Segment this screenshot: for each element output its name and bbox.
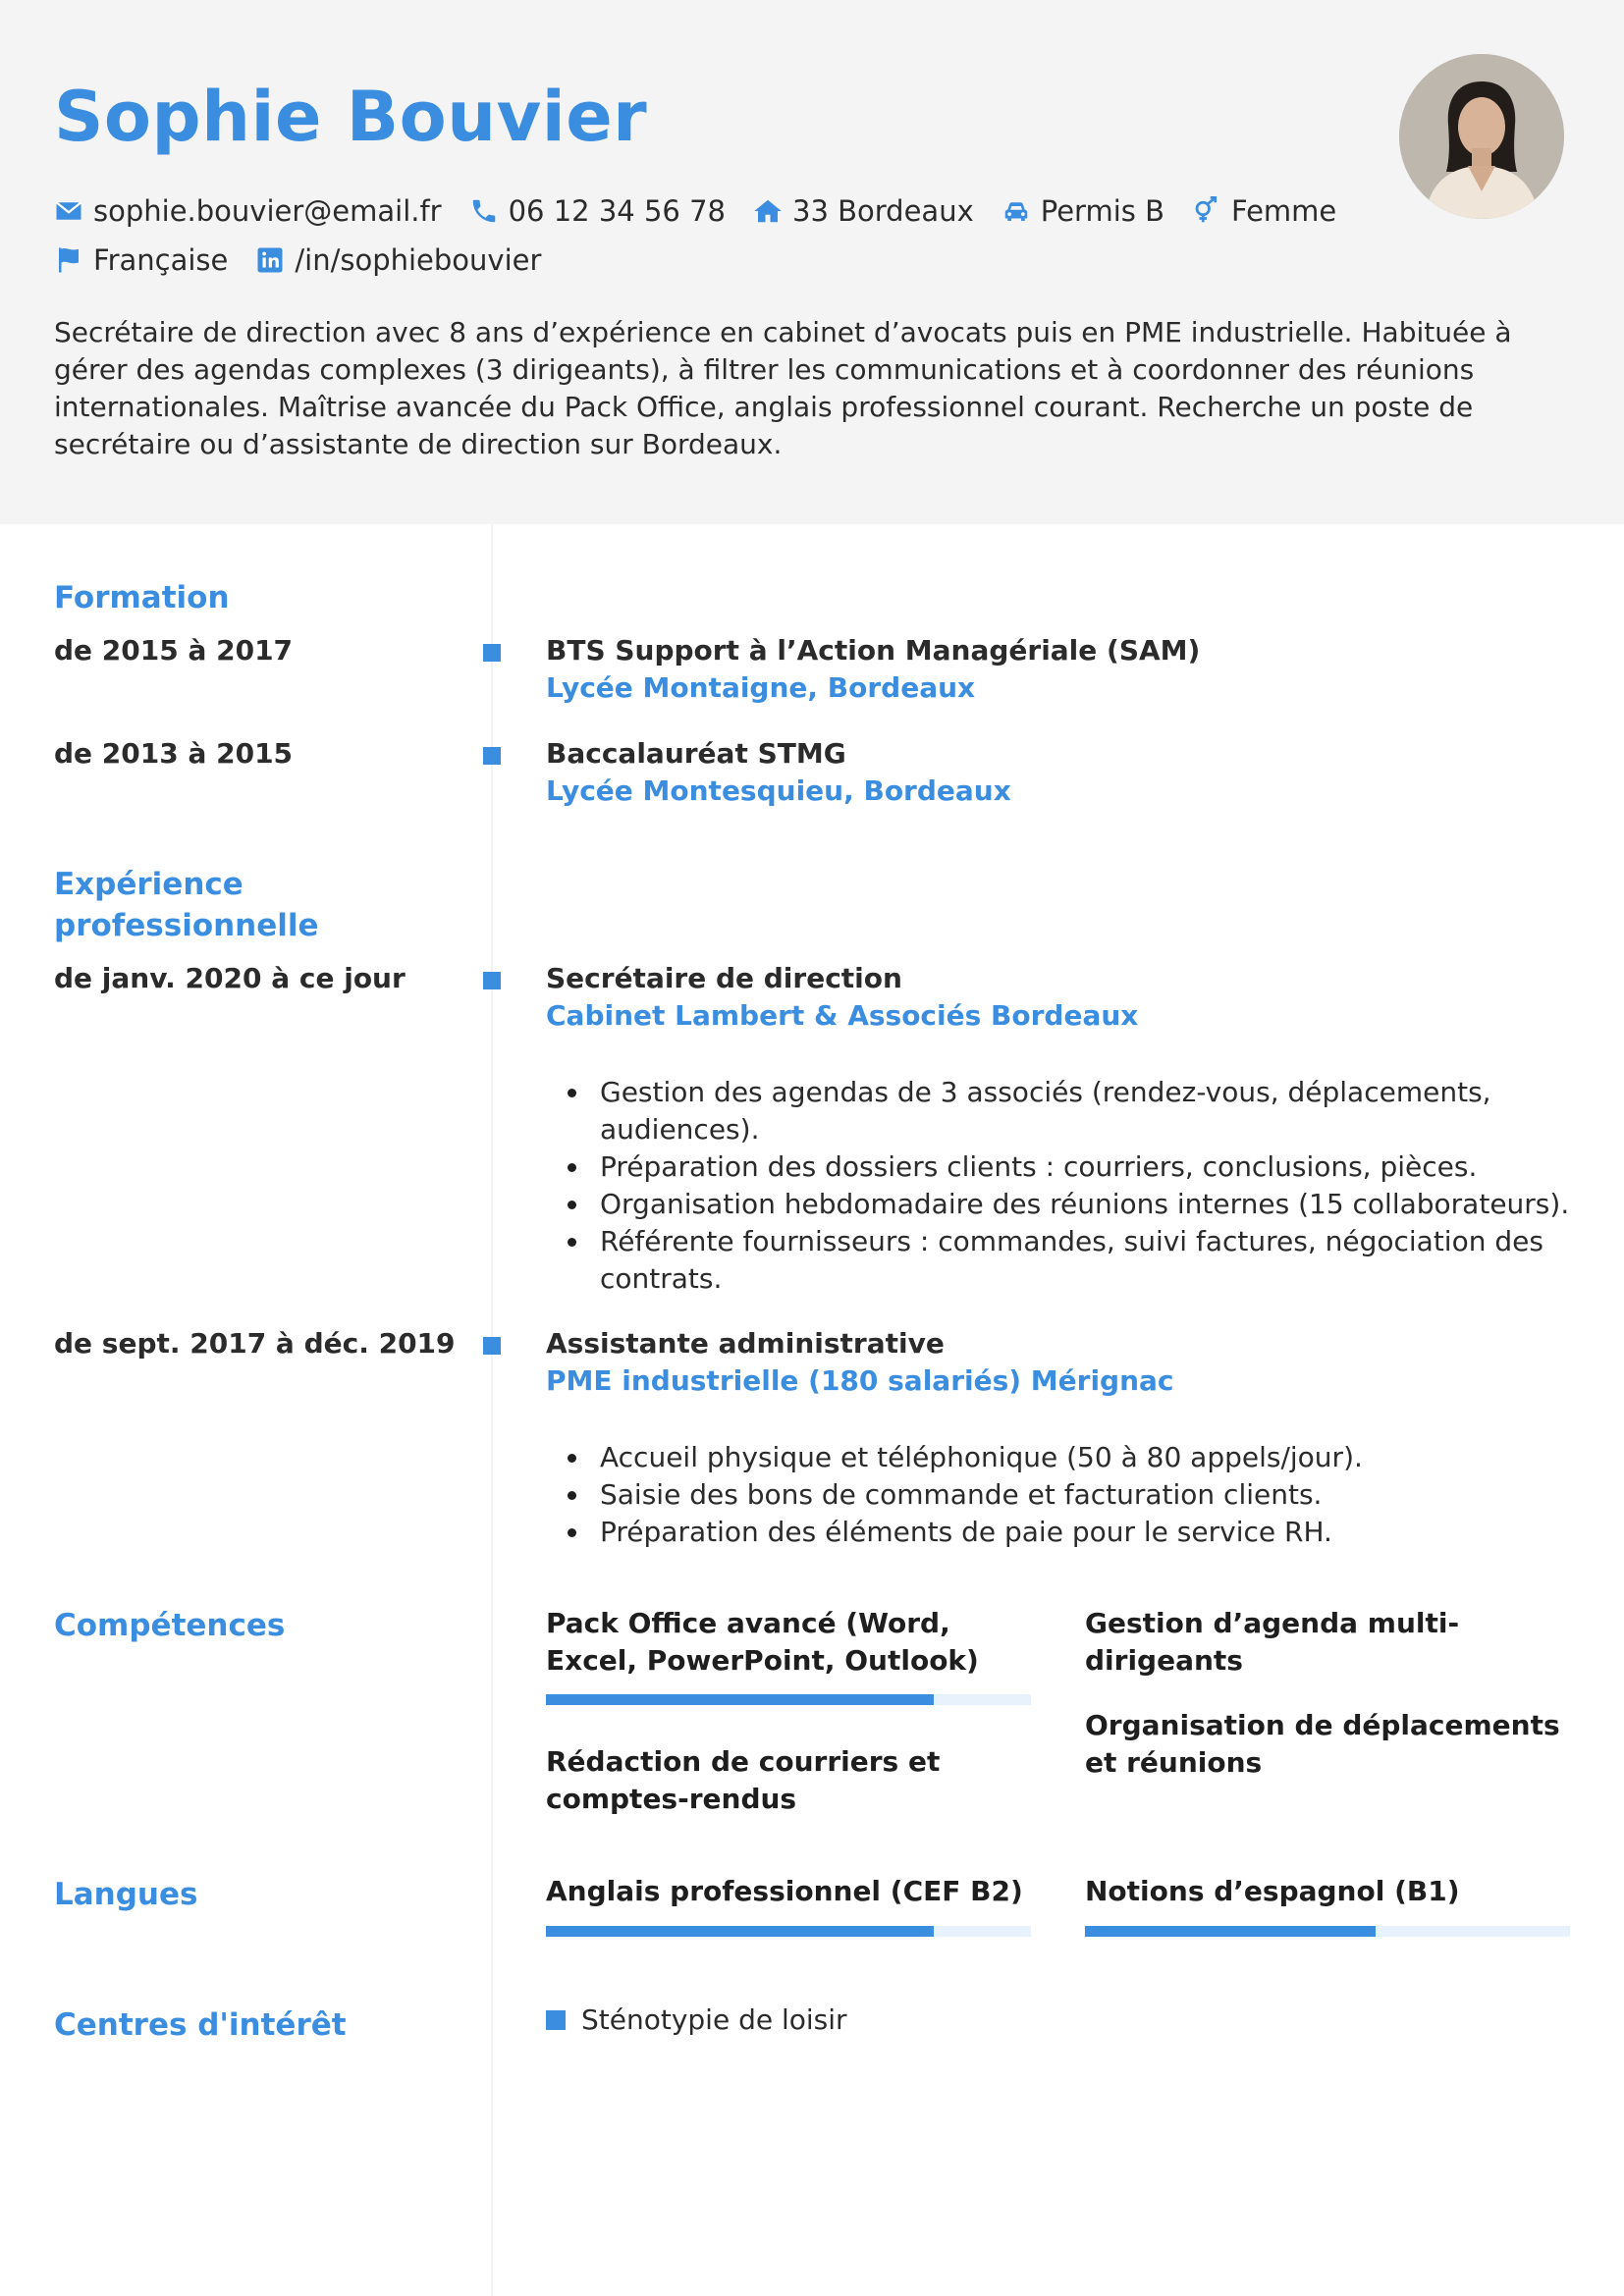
gender-contact	[1192, 194, 1336, 228]
list-item: Préparation des dossiers clients : courriers, conclusions, pièces.	[546, 1148, 1577, 1186]
profile-photo	[1399, 54, 1564, 219]
envelope-icon	[54, 196, 83, 226]
formation-entry	[546, 632, 1577, 707]
section-title-languages: Langues	[54, 1877, 198, 1912]
skill-level-fill	[546, 1694, 934, 1705]
formation-date: de 2015 à 2017	[54, 634, 294, 667]
formation-place: Lycée Montaigne, Bordeaux	[546, 671, 976, 704]
skill-label: Gestion d’agenda multi-dirigeants	[1085, 1607, 1460, 1677]
list-item: Préparation des éléments de paie pour le service RH.	[546, 1514, 1577, 1551]
home-icon	[753, 196, 783, 226]
timeline-marker	[483, 972, 501, 989]
experience-entry	[546, 1325, 1577, 1400]
section-title-line: professionnelle	[54, 908, 319, 943]
skill-item	[1085, 1605, 1576, 1680]
bullet-square-icon	[546, 2010, 566, 2030]
formation-entry	[546, 735, 1577, 810]
license-text: Permis B	[1040, 194, 1164, 228]
language-level-fill	[1085, 1926, 1376, 1937]
email-text: sophie.bouvier@email.fr	[93, 194, 442, 228]
language-level-bar	[546, 1926, 1031, 1937]
nationality-text: Française	[93, 243, 229, 277]
timeline-marker	[483, 644, 501, 662]
language-label: Anglais professionnel (CEF B2)	[546, 1875, 1023, 1907]
employer-name: PME industrielle (180 salariés) Mérignac	[546, 1364, 1174, 1397]
timeline-divider	[491, 524, 493, 2296]
formation-title: BTS Support à l’Action Managériale (SAM)	[546, 634, 1201, 667]
skill-label: Organisation de déplacements et réunions	[1085, 1709, 1560, 1779]
list-item: Référente fournisseurs : commandes, suivi factures, négociation des contrats.	[546, 1223, 1577, 1298]
section-title-line: Expérience	[54, 867, 244, 902]
gender-text: Femme	[1230, 194, 1337, 228]
job-tasks-list	[546, 1074, 1577, 1298]
section-title-formation: Formation	[54, 580, 230, 615]
email-contact[interactable]	[54, 194, 442, 228]
language-label: Notions d’espagnol (B1)	[1085, 1875, 1460, 1907]
language-item	[1085, 1873, 1576, 1910]
employer-name: Cabinet Lambert & Associés Bordeaux	[546, 999, 1139, 1032]
gender-icon	[1192, 196, 1221, 226]
header	[0, 0, 1624, 524]
candidate-name: Sophie Bouvier	[54, 77, 648, 157]
experience-date: de janv. 2020 à ce jour	[54, 962, 406, 994]
list-item: Saisie des bons de commande et facturation clients.	[546, 1476, 1577, 1514]
linkedin-contact[interactable]	[255, 243, 541, 277]
list-item: Accueil physique et téléphonique (50 à 80 appels/jour).	[546, 1439, 1577, 1476]
phone-text: 06 12 34 56 78	[508, 194, 726, 228]
section-title-skills: Compétences	[54, 1608, 286, 1643]
experience-date: de sept. 2017 à déc. 2019	[54, 1327, 456, 1360]
car-icon	[1001, 196, 1031, 226]
job-tasks-list	[546, 1439, 1577, 1551]
flag-icon	[54, 245, 83, 275]
job-title: Assistante administrative	[546, 1327, 945, 1360]
language-item	[546, 1873, 1037, 1910]
skill-item	[546, 1605, 1037, 1680]
timeline-marker	[483, 747, 501, 765]
language-level-fill	[546, 1926, 934, 1937]
skill-label: Rédaction de courriers et comptes-rendus	[546, 1745, 941, 1815]
experience-entry	[546, 960, 1577, 1035]
nationality-contact	[54, 243, 228, 277]
formation-date: de 2013 à 2015	[54, 737, 294, 770]
list-item: Organisation hebdomadaire des réunions internes (15 collaborateurs).	[546, 1186, 1577, 1223]
formation-title: Baccalauréat STMG	[546, 737, 846, 770]
interest-label: Sténotypie de loisir	[581, 2003, 847, 2036]
section-title-interests: Centres d'intérêt	[54, 2007, 347, 2043]
address-text: 33 Bordeaux	[792, 194, 974, 228]
formation-place: Lycée Montesquieu, Bordeaux	[546, 774, 1011, 807]
skill-level-bar	[546, 1694, 1031, 1705]
skill-label: Pack Office avancé (Word, Excel, PowerPoint, Outlook)	[546, 1607, 979, 1677]
profile-summary: Secrétaire de direction avec 8 ans d’expérience en cabinet d’avocats puis en PME industrielle. Habituée à gérer des agendas complexes (3 dirigeants), à filtrer les communications et à coordonner des réunions internationales. Maîtrise avancée du Pack Office, anglais professionnel courant. Recherche un poste de secrétaire ou d’assistante de direction sur Bordeaux.	[54, 316, 1512, 460]
job-title: Secrétaire de direction	[546, 962, 902, 994]
license-contact	[1001, 194, 1164, 228]
contact-row	[54, 236, 1360, 285]
linkedin-icon	[255, 245, 285, 275]
language-level-bar	[1085, 1926, 1570, 1937]
section-title-experience	[54, 864, 319, 946]
timeline-marker	[483, 1337, 501, 1355]
contact-info	[54, 187, 1360, 285]
list-item: Gestion des agendas de 3 associés (rendez-vous, déplacements, audiences).	[546, 1074, 1577, 1148]
address-contact	[753, 194, 974, 228]
interest-item	[546, 2003, 847, 2036]
contact-row	[54, 187, 1360, 236]
phone-icon	[469, 196, 499, 226]
skill-item	[546, 1743, 1037, 1818]
skill-item	[1085, 1707, 1576, 1782]
linkedin-text: /in/sophiebouvier	[295, 243, 542, 277]
phone-contact[interactable]	[469, 194, 726, 228]
